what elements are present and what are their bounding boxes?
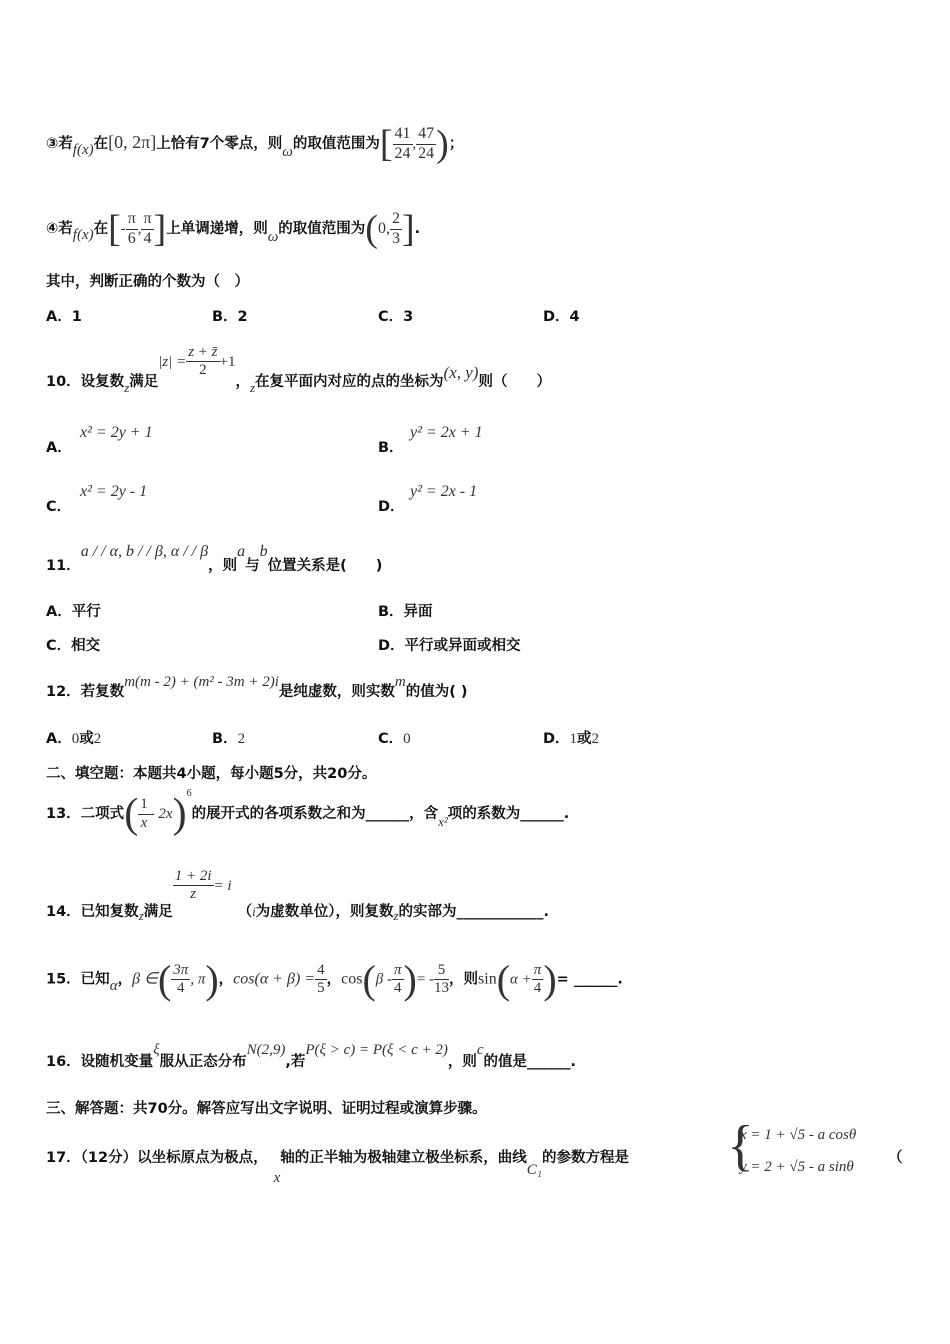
q16-mid2: ,若 [285, 1054, 306, 1070]
q9-option-b: B．2 [212, 309, 248, 325]
q10-prefix: 10．设复数 [46, 373, 125, 390]
q17-end: （ [888, 1150, 903, 1166]
q17-brace-icon: { [727, 1115, 754, 1177]
q12-option-c: C．0 [378, 731, 411, 747]
q12-stem [46, 670, 468, 700]
q9-item4-mid3: 的取值范围为 [278, 221, 366, 237]
q13-mid: 的展开式的各项系数之和为______，含 [191, 806, 439, 822]
q13-stem: 13．二项式( $\frac{1}{x}$ - 2x)$^6$的展开式的各项系数之和为______，含x²项的系数为______. [46, 788, 570, 837]
q15-eq2: = - [416, 971, 435, 988]
q15-comma2: ， [218, 971, 234, 988]
q10-option-d-label: D． [378, 499, 405, 515]
q14-mid1: 满足 [143, 903, 173, 920]
q11-option-c: C．相交 [46, 638, 101, 654]
q10-frac: $\frac{z + z̄}{2}$ [188, 344, 218, 379]
q10-lhs: |z| = [158, 353, 187, 370]
q9-item4-end: . [414, 221, 421, 237]
q9-option-d: D．4 [543, 309, 580, 325]
q9-option-a: A．1 [46, 309, 82, 325]
q13-end: 项的系数为______. [447, 806, 570, 822]
q15-alpha-p: α + [510, 971, 532, 988]
q10-z2: z [249, 379, 256, 395]
q9-item4: ④若f(x)在[- $\frac{\pi}{6}$ , $\frac{\pi}{4}$ ]上单调递增，则ω的取值范围为(0, $\frac{2}{3}$ ]. [46, 208, 421, 250]
q9-item3-frac2: $\frac{47}{24}$ [418, 125, 435, 162]
q12-option-d: D．1或2 [543, 731, 600, 747]
q15-beta-m: β - [375, 971, 392, 988]
q9-item4-f: f(x) [72, 227, 94, 243]
q17-mid1: 轴的正半轴为极轴建立极坐标系，曲线 [280, 1150, 527, 1166]
q14-z2: z [393, 907, 399, 923]
q15-stem: 15．已知α，β ∈( $\frac{3\pi}{4}$ , π)，cos(α + β) = $\frac{4}{5}$ ，cos(β - $\frac{\pi}{4}$ )= - $\frac{5}{13}$ ，则sin(α + $\frac{\pi}{4}$ )= ______. [46, 957, 623, 1002]
q15-frac1: $\frac{3\pi}{4}$ [173, 961, 189, 996]
q12-end: 的值为( ) [405, 684, 468, 700]
q10-option-c-label: C． [46, 499, 72, 515]
q9-item4-frac1: $\frac{\pi}{6}$ [127, 210, 136, 247]
q16-dist: N(2,9) [246, 1042, 286, 1058]
q9-item3-mid1: 在 [93, 136, 109, 152]
q9-item4-mid1: 在 [93, 221, 109, 237]
q16-xi: ξ [153, 1042, 160, 1058]
q10-stem [46, 344, 551, 395]
q12-m: m [394, 674, 406, 690]
q11-option-d: D．平行或异面或相交 [378, 638, 521, 654]
q9-item4-bracket-left: [ [108, 208, 121, 250]
q14-z: z [138, 907, 144, 923]
q13-rest: - 2x [149, 806, 173, 822]
q15-frac5: $\frac{\pi}{4}$ [533, 961, 542, 996]
q9-item3-mid3: 的取值范围为 [292, 136, 380, 152]
q9-item4-frac2: $\frac{\pi}{4}$ [143, 210, 152, 247]
q9-item3-interval: [0, 2π] [108, 132, 157, 152]
section3-heading: 三、解答题：共70分。解答应写出文字说明、证明过程或演算步骤。 [46, 1101, 487, 1117]
q17-eq1: x = 1 + √5 - a cosθ [740, 1127, 857, 1143]
q9-item4-omega: ω [267, 229, 279, 245]
q17-x: x [273, 1170, 281, 1186]
q15-prefix: 15．已知 [46, 971, 110, 988]
q9-option-c: C．3 [378, 309, 414, 325]
q10-option-b-label: B． [378, 440, 404, 456]
q11-option-b: B．异面 [378, 604, 433, 620]
q11-prefix: 11． [46, 558, 81, 574]
q12-option-a: A．0或2 [46, 731, 102, 747]
q9-item3-f: f(x) [72, 142, 94, 158]
q11-mid2: 与 [245, 558, 260, 574]
q11-mid1: ，则 [208, 558, 238, 574]
q10-option-a-label: A． [46, 440, 72, 456]
q16-stem [46, 1038, 577, 1070]
q14-end: 的实部为____________. [398, 903, 550, 920]
q10-option-c: x² = 2y - 1 [80, 483, 148, 500]
q9-item3-prefix: ③若 [46, 136, 73, 152]
q9-item3-range-right: ) [436, 123, 449, 165]
q15-cos1: cos(α + β) = [233, 970, 316, 988]
q9-item4-range-left: ( [365, 208, 378, 250]
q13-prefix: 13．二项式 [46, 806, 125, 822]
q13-frac: $\frac{1}{x}$ [140, 796, 148, 831]
q9-item4-frac3: $\frac{2}{3}$ [391, 210, 400, 247]
q11-end: 位置关系是( ) [267, 558, 383, 574]
q13-exp: 6 [186, 788, 192, 799]
q10-comma: ， [235, 373, 250, 390]
q16-prob: P(ξ > c) = P(ξ < c + 2) [305, 1042, 448, 1058]
q9-item4-neg: - [120, 221, 126, 237]
q11-a: a [237, 543, 246, 560]
q9-item3-end: ； [448, 136, 464, 152]
q16-end: 的值是______. [483, 1054, 577, 1070]
q15-beta-in: β ∈ [132, 970, 158, 988]
q15-comma1: ， [117, 971, 133, 988]
q12-prefix: 12．若复数 [46, 684, 125, 700]
q17-c1: C₁ [526, 1162, 543, 1178]
q15-end: = ______. [556, 971, 623, 988]
q14-eq: = i [213, 877, 232, 894]
q10-option-a: x² = 2y + 1 [80, 424, 153, 441]
q9-item4-mid2: 上单调递增，则 [166, 221, 268, 237]
q9-item4-bracket-right: ] [153, 208, 167, 250]
q12-mid: 是纯虚数，则实数 [278, 684, 395, 700]
q11-b: b [259, 543, 268, 560]
q9-item3: ③若f(x)在[0, 2π]上恰有7个零点，则ω的取值范围为[ $\frac{41}{24}$ , $\frac{47}{24}$ )； [46, 123, 464, 165]
q9-item4-zero: 0, [377, 220, 390, 237]
q15-sin: sin [478, 970, 497, 988]
q9-item3-omega: ω [282, 144, 293, 160]
q16-mid1: 服从正态分布 [159, 1054, 247, 1070]
q14-prefix: 14．已知复数 [46, 903, 139, 920]
section2-heading: 二、填空题：本题共4小题，每小题5分，共20分。 [46, 766, 377, 782]
q9-stem: 其中，判断正确的个数为（ ） [46, 274, 249, 290]
q13-term: x² [438, 814, 448, 829]
q16-c: c [476, 1042, 484, 1058]
q15-comma3: ， [326, 971, 342, 988]
q14-frac: $\frac{1 + 2i}{z}$ [174, 868, 212, 903]
q15-frac2: $\frac{4}{5}$ [317, 961, 325, 996]
q16-mid3: ，则 [447, 1054, 477, 1070]
q10-option-d: y² = 2x - 1 [410, 483, 478, 500]
q10-option-b: y² = 2x + 1 [410, 424, 483, 441]
q12-expr: m(m - 2) + (m² - 3m + 2)i [124, 674, 279, 690]
q10-plus1: +1 [219, 353, 236, 370]
q12-option-b: B．2 [212, 731, 246, 747]
q9-item3-mid2: 上恰有7个零点，则 [156, 136, 283, 152]
q17-eq2: y = 2 + √5 - a sinθ [740, 1159, 854, 1175]
q15-frac3: $\frac{\pi}{4}$ [393, 961, 402, 996]
q9-item3-range-left: [ [379, 123, 393, 165]
q10-z: z [124, 379, 130, 395]
q17-mid2: 的参数方程是 [542, 1150, 630, 1166]
q11-option-a: A．平行 [46, 604, 101, 620]
q11-stem [46, 540, 383, 574]
q10-point: (x, y) [443, 362, 479, 382]
q9-item3-frac1: $\frac{41}{24}$ [394, 125, 411, 162]
q17-prefix: 17．（12分）以坐标原点为极点， [46, 1150, 268, 1166]
q14-i: i [252, 903, 256, 919]
q14-paren: （ [237, 903, 253, 920]
q15-mid: ，则 [449, 971, 479, 988]
q17-stem [46, 1146, 630, 1186]
q15-pi: , π [190, 971, 206, 988]
q10-mid2: 在复平面内对应的点的坐标为 [255, 373, 444, 390]
q14-mid2: 为虚数单位），则复数 [255, 903, 394, 920]
q11-cond: a / / α, b / / β, α / / β [80, 543, 209, 560]
q15-frac4: $\frac{5}{13}$ [434, 961, 450, 996]
q15-alpha: α [109, 977, 118, 994]
q16-prefix: 16．设随机变量 [46, 1054, 154, 1070]
q9-item4-prefix: ④若 [46, 221, 73, 237]
q14-stem [46, 868, 550, 923]
q9-item4-range-right: ] [401, 208, 415, 250]
q15-cos2: cos [341, 970, 363, 988]
q10-mid1: 满足 [129, 373, 159, 390]
q10-end: 则（ ） [478, 373, 551, 390]
